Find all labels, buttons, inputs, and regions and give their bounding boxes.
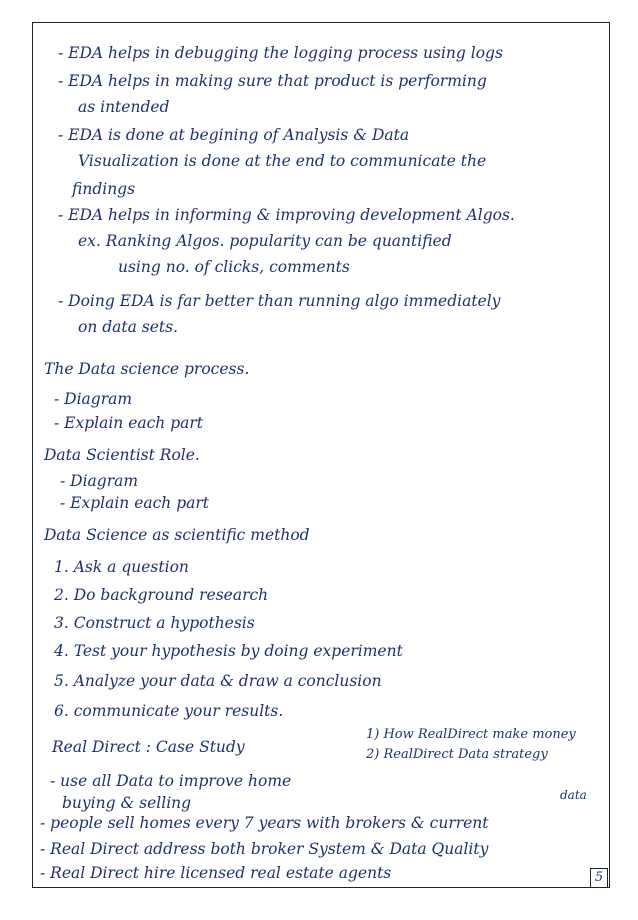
method-step-4: 4. Test your hypothesis by doing experiment — [54, 642, 403, 660]
method-step-1: 1. Ask a question — [54, 558, 189, 576]
method-step-2: 2. Do background research — [54, 586, 269, 604]
eda-line-2: - EDA helps in making sure that product is performing — [58, 72, 487, 90]
case-line-2: buying & selling — [62, 794, 192, 812]
case-data-insert: data — [560, 788, 587, 802]
role-heading: Data Scientist Role. — [44, 446, 200, 464]
process-item-2: - Explain each part — [54, 414, 204, 432]
method-step-6: 6. communicate your results. — [54, 702, 284, 720]
eda-line-9: using no. of clicks, comments — [118, 258, 350, 276]
process-item-1: - Diagram — [54, 390, 133, 408]
case-side-note-2: 2) RealDirect Data strategy — [366, 747, 548, 762]
case-line-1: - use all Data to improve home — [50, 772, 292, 790]
page-number: 5 — [590, 868, 608, 888]
method-step-3: 3. Construct a hypothesis — [54, 614, 255, 632]
process-heading: The Data science process. — [44, 360, 250, 378]
case-side-note-1: 1) How RealDirect make money — [366, 727, 576, 742]
eda-line-7: - EDA helps in informing & improving development Algos. — [58, 206, 515, 224]
role-item-2: - Explain each part — [60, 494, 210, 512]
eda-line-11: on data sets. — [78, 318, 179, 336]
eda-line-8: ex. Ranking Algos. popularity can be quantified — [78, 232, 452, 250]
case-study-title: Real Direct : Case Study — [52, 738, 245, 756]
eda-line-4: - EDA is done at begining of Analysis & Data — [58, 126, 410, 144]
method-heading: Data Science as scientific method — [44, 526, 310, 544]
case-line-5: - Real Direct hire licensed real estate agents — [40, 864, 392, 882]
eda-line-3: as intended — [78, 98, 170, 116]
role-item-1: - Diagram — [60, 472, 139, 490]
method-step-5: 5. Analyze your data & draw a conclusion — [54, 672, 382, 690]
eda-line-6: findings — [72, 180, 136, 198]
eda-line-1: - EDA helps in debugging the logging process using logs — [58, 44, 503, 62]
eda-line-10: - Doing EDA is far better than running algo immediately — [58, 292, 501, 310]
case-line-4: - Real Direct address both broker System & Data Quality — [40, 840, 489, 858]
eda-line-5: Visualization is done at the end to communicate the — [78, 152, 487, 170]
case-line-3: - people sell homes every 7 years with brokers & current — [40, 814, 489, 832]
